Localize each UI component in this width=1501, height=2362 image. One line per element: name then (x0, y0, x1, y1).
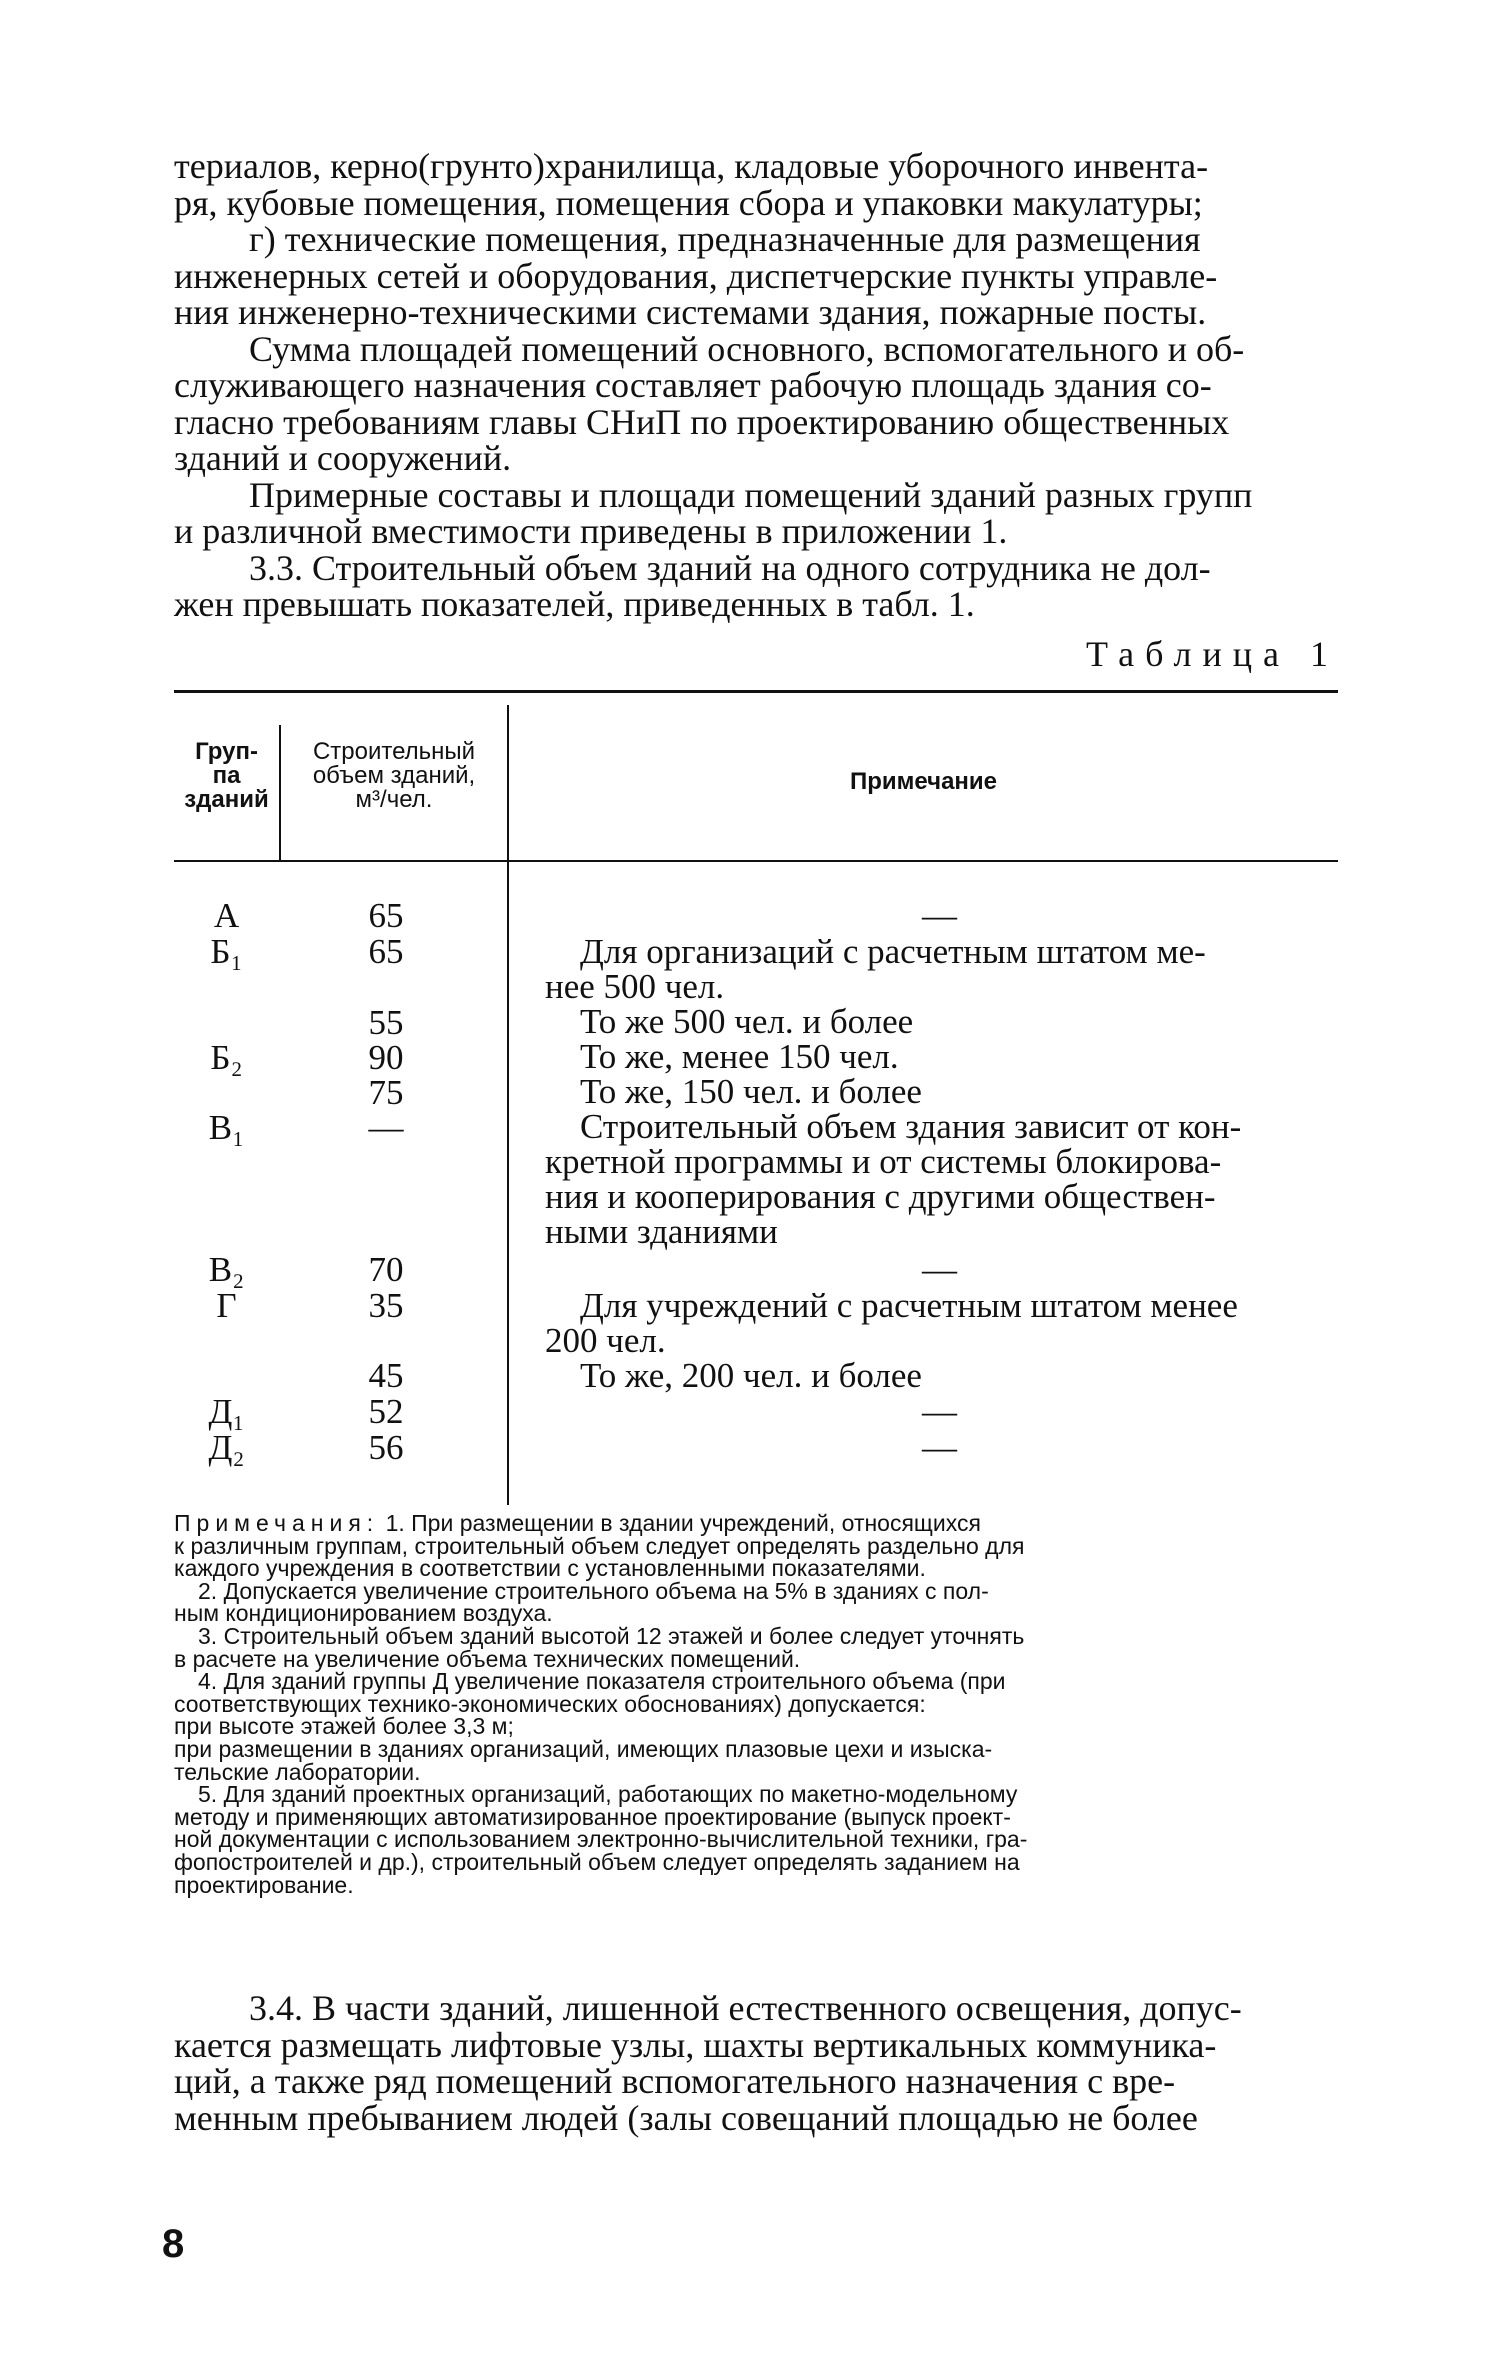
group-cell: В₂ (208, 1250, 245, 1289)
note-dash: — (922, 1250, 957, 1289)
group-cell: Б₁ (210, 932, 243, 971)
text-line: г) технические помещения, предназначенные для размещения (249, 219, 1201, 259)
note-line: ния и кооперирования с другими обществен- (545, 1177, 1216, 1216)
header-text: Груп- (195, 738, 258, 765)
note-line: То же 500 чел. и более (580, 1002, 914, 1041)
text-line: териалов, керно(грунто)хранилища, кладовые уборочного инвента- (174, 146, 1209, 186)
notes-line (174, 1512, 1340, 1535)
table-col-divider-2 (507, 705, 509, 1505)
volume-cell: 65 (368, 932, 404, 971)
volume-cell: 45 (368, 1356, 404, 1395)
note-line: Для учреждений с расчетным штатом менее (580, 1286, 1238, 1325)
notes-line: проектирование. (174, 1871, 354, 1898)
note-line: Строительный объем здания зависит от кон- (580, 1107, 1242, 1146)
note-cell (545, 934, 1338, 1249)
group-cell: А (213, 896, 240, 935)
text-line: Сумма площадей помещений основного, вспомогательного и об- (249, 328, 1245, 369)
notes-line: соответствующих технико-экономических обоснованиях) допускается: (174, 1690, 926, 1717)
text-line: и различной вместимости приведены в приложении 1. (174, 511, 1008, 551)
text-line: 3.3. Строительный объем зданий на одного сотрудника не дол- (249, 547, 1211, 588)
notes-line: при размещении в зданиях организаций, имеющих плазовые цехи и изыска- (174, 1735, 993, 1762)
table-label: Таблица 1 (1086, 634, 1339, 674)
volume-cell: 56 (368, 1428, 404, 1467)
text-line: зданий и сооружений. (174, 438, 512, 478)
group-cell: Д₁ (208, 1392, 245, 1431)
notes-line: каждого учреждения в соответствии с установленными показателями. (174, 1555, 926, 1582)
volume-cell: 70 (368, 1250, 404, 1289)
text-line: ций, а также ряд помещений вспомогательного назначения с вре- (174, 2061, 1176, 2101)
header-text: м³/чел. (355, 786, 433, 813)
text-line: жен превышать показателей, приведенных в табл. 1. (174, 584, 975, 624)
group-cell: В₁ (208, 1108, 245, 1147)
note-cell (545, 1288, 1338, 1393)
text-line: гласно требованиям главы СНиП по проектированию общественных (174, 401, 1230, 442)
intro-text (174, 148, 1339, 623)
text-line: ря, кубовые помещения, помещения сбора и упаковки макулатуры; (174, 182, 1203, 223)
text-line: менным пребыванием людей (залы совещаний площадью не более (174, 2097, 1198, 2138)
note-line: ными зданиями (545, 1212, 778, 1251)
note-line: 200 чел. (545, 1321, 666, 1360)
volume-cell: 65 (368, 896, 404, 935)
section-3-4-text (174, 1990, 1339, 2136)
volume-cell: 75 (368, 1073, 404, 1112)
notes-line: 2. Допускается увеличение строительного объема на 5% в зданиях с пол- (198, 1577, 989, 1604)
note-line: То же, 150 чел. и более (580, 1072, 922, 1111)
notes-line: 5. Для зданий проектных организаций, работающих по макетно-модельному (198, 1781, 1018, 1808)
text-line: 3.4. В части зданий, лишенной естественного освещения, допус- (249, 1988, 1242, 2028)
note-line: кретной программы и от системы блокирова- (545, 1142, 1222, 1181)
notes-line: ной документации с использованием электронно-вычислительной техники, гра- (174, 1826, 1028, 1853)
notes-line: к различным группам, строительный объем следует определять раздельно для (174, 1532, 1025, 1559)
notes-heading: Примечания: (174, 1510, 380, 1536)
note-dash: — (922, 1392, 957, 1431)
volume-cell: — (368, 1108, 404, 1147)
note-line: Для организаций с расчетным штатом ме- (580, 932, 1206, 971)
notes-line: тельские лаборатории. (174, 1758, 421, 1785)
text-line: ния инженерно-техническими системами здания, пожарные посты. (174, 292, 1207, 332)
table-header-rule (174, 860, 1338, 862)
note-line: То же, менее 150 чел. (580, 1037, 899, 1076)
volume-cell: 55 (368, 1003, 404, 1042)
notes-line: методу и применяющих автоматизированное проектирование (выпуск проект- (174, 1803, 1011, 1830)
notes-line: фопостроителей и др.), строительный объем следует определять заданием на (174, 1848, 1020, 1875)
header-text: объем зданий, (312, 762, 476, 789)
header-text: Строительный (312, 738, 476, 765)
text-line: кается размещать лифтовые узлы, шахты вертикальных коммуника- (174, 2024, 1217, 2065)
notes-line: в расчете на увеличение объема технических помещений. (174, 1645, 801, 1672)
text-line: Примерные составы и площади помещений зданий разных групп (249, 474, 1253, 515)
note-dash: — (922, 896, 957, 935)
text-line: служивающего назначения составляет рабочую площадь здания со- (174, 365, 1212, 405)
note-dash: — (922, 1428, 957, 1467)
group-cell: Д₂ (208, 1428, 245, 1467)
volume-cell: 90 (368, 1038, 404, 1077)
notes-line: 3. Строительный объем зданий высотой 12 этажей и более следует уточнять (198, 1622, 1025, 1649)
volume-cell: 52 (368, 1392, 404, 1431)
note-line: То же, 200 чел. и более (580, 1356, 922, 1395)
group-cell: Г (216, 1286, 237, 1325)
notes-line: 4. Для зданий группы Д увеличение показателя строительного объема (при (198, 1668, 1006, 1695)
header-group (174, 740, 279, 812)
note-line: нее 500 чел. (545, 967, 725, 1006)
table-notes (174, 1512, 1340, 1896)
header-text: па (212, 762, 241, 789)
group-cell: Б₂ (210, 1038, 243, 1077)
notes-text: 1. При размещении в здании учреждений, относящихся (379, 1510, 981, 1536)
volume-cell: 35 (368, 1286, 404, 1325)
header-volume (281, 740, 507, 812)
header-text: зданий (184, 786, 269, 813)
text-line: инженерных сетей и оборудования, диспетчерские пункты управле- (174, 255, 1218, 296)
notes-line: ным кондиционированием воздуха. (174, 1600, 553, 1627)
page-number: 8 (162, 2222, 185, 2266)
notes-line: при высоте этажей более 3,3 м; (174, 1713, 514, 1740)
header-note: Примечание (849, 768, 998, 795)
table-top-rule (174, 690, 1338, 693)
